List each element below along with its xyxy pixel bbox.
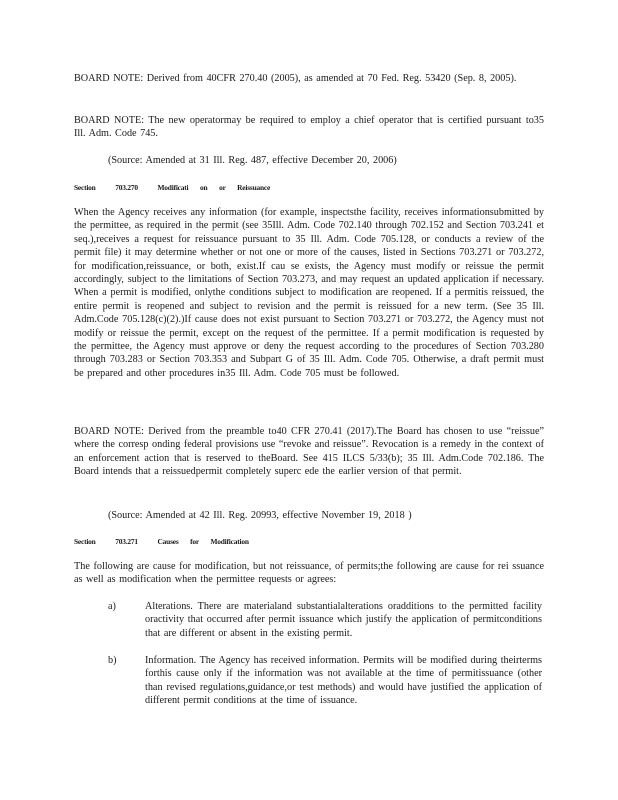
section-title: Modificati on or Reissuance (157, 183, 271, 192)
item-letter: a) (108, 601, 116, 612)
section-label: Section (74, 183, 96, 192)
section-number: 703.270 (115, 183, 138, 192)
section-heading (74, 183, 270, 192)
section-title: Causes for Modification (157, 537, 249, 546)
section-label: Section (74, 537, 96, 546)
section-intro: The following are cause for modification, but not reissuance, of permits;the following are cause for rei ssuance as well as modification when the permittee requests or agrees: (74, 561, 544, 586)
board-note-preamble: BOARD NOTE: Derived from the preamble to40 CFR 270.41 (2017).The Board has chosen to use “reissue” where the corresp onding federal provisions use “revoke and reissue”. Revocation is a remedy in the context of an enforcement action that is reserved to theBoard. See 415 ILCS 5/33(b); 35 Ill. Adm.Code 702.186. The Board intends that a reissuedpermit completely superc ede the earlier version of that permit. (74, 426, 544, 478)
source-note: (Source: Amended at 42 Ill. Reg. 20993, effective November 19, 2018 ) (108, 510, 412, 521)
source-note: (Source: Amended at 31 Ill. Reg. 487, effective December 20, 2006) (108, 155, 397, 166)
section-body: When the Agency receives any information (for example, inspectsthe facility, receives informationsubmitted by the permittee, as required in the permit (see 35Ill. Adm. Code 702.140 through 702.152 and Section 703.241 et seq.),receives a request for reissuance pursuant to 35 Ill. Adm. Code 705.128, or conducts a review of the permit file) it may determine whether or not one or more of the causes, listed in Sections 703.271 or 703.272, for modification,reissuance, or both, exist.If cau se exists, the Agency must modify or reissue the permit accordingly, subject to the limitations of Section 703.273, and may request an updated application if necessary. When a permit is modified, onlythe conditions subject to modification are reopened. If a permitis reissued, the entire permit is reopened and subject to revision and the permit is reissued for a new term. (See 35 Ill. Adm.Code 705.128(c)(2).)If cause does not exist pursuant to Section 703.271 or 703.272, the Agency must not modify or reissue the permit, except on the request of the permittee. If a permit modification is requested by the permittee, the Agency must approve or deny the request according to the procedures of Section 703.280 through 703.283 or Section 703.353 and Subpart G of 35 Ill. Adm. Code 705. Otherwise, a draft permit must be prepared and other procedures in35 Ill. Adm. Code 705 must be followed. (74, 207, 544, 379)
board-note-operator: BOARD NOTE: The new operatormay be required to employ a chief operator that is certified pursuant to35 Ill. Adm. Code 745. (74, 115, 544, 140)
item-text: Information. The Agency has received information. Permits will be modified during theirterms forthis cause only if the information was not available at the time of permitissuance (other than revised regulations,guidance,or test methods) and would have justified the application of different permit conditions at the time of issuance. (145, 655, 542, 707)
item-text: Alterations. There are materialand substantialalterations oradditions to the permitted facility oractivity that occurred after permit issuance which justify the application of permitconditions that are different or absent in the existing permit. (145, 601, 542, 639)
section-heading (74, 537, 249, 546)
board-note-derived: BOARD NOTE: Derived from 40CFR 270.40 (2005), as amended at 70 Fed. Reg. 53420 (Sep. 8, 2005). (74, 73, 517, 84)
item-letter: b) (108, 655, 117, 666)
section-number: 703.271 (115, 537, 138, 546)
